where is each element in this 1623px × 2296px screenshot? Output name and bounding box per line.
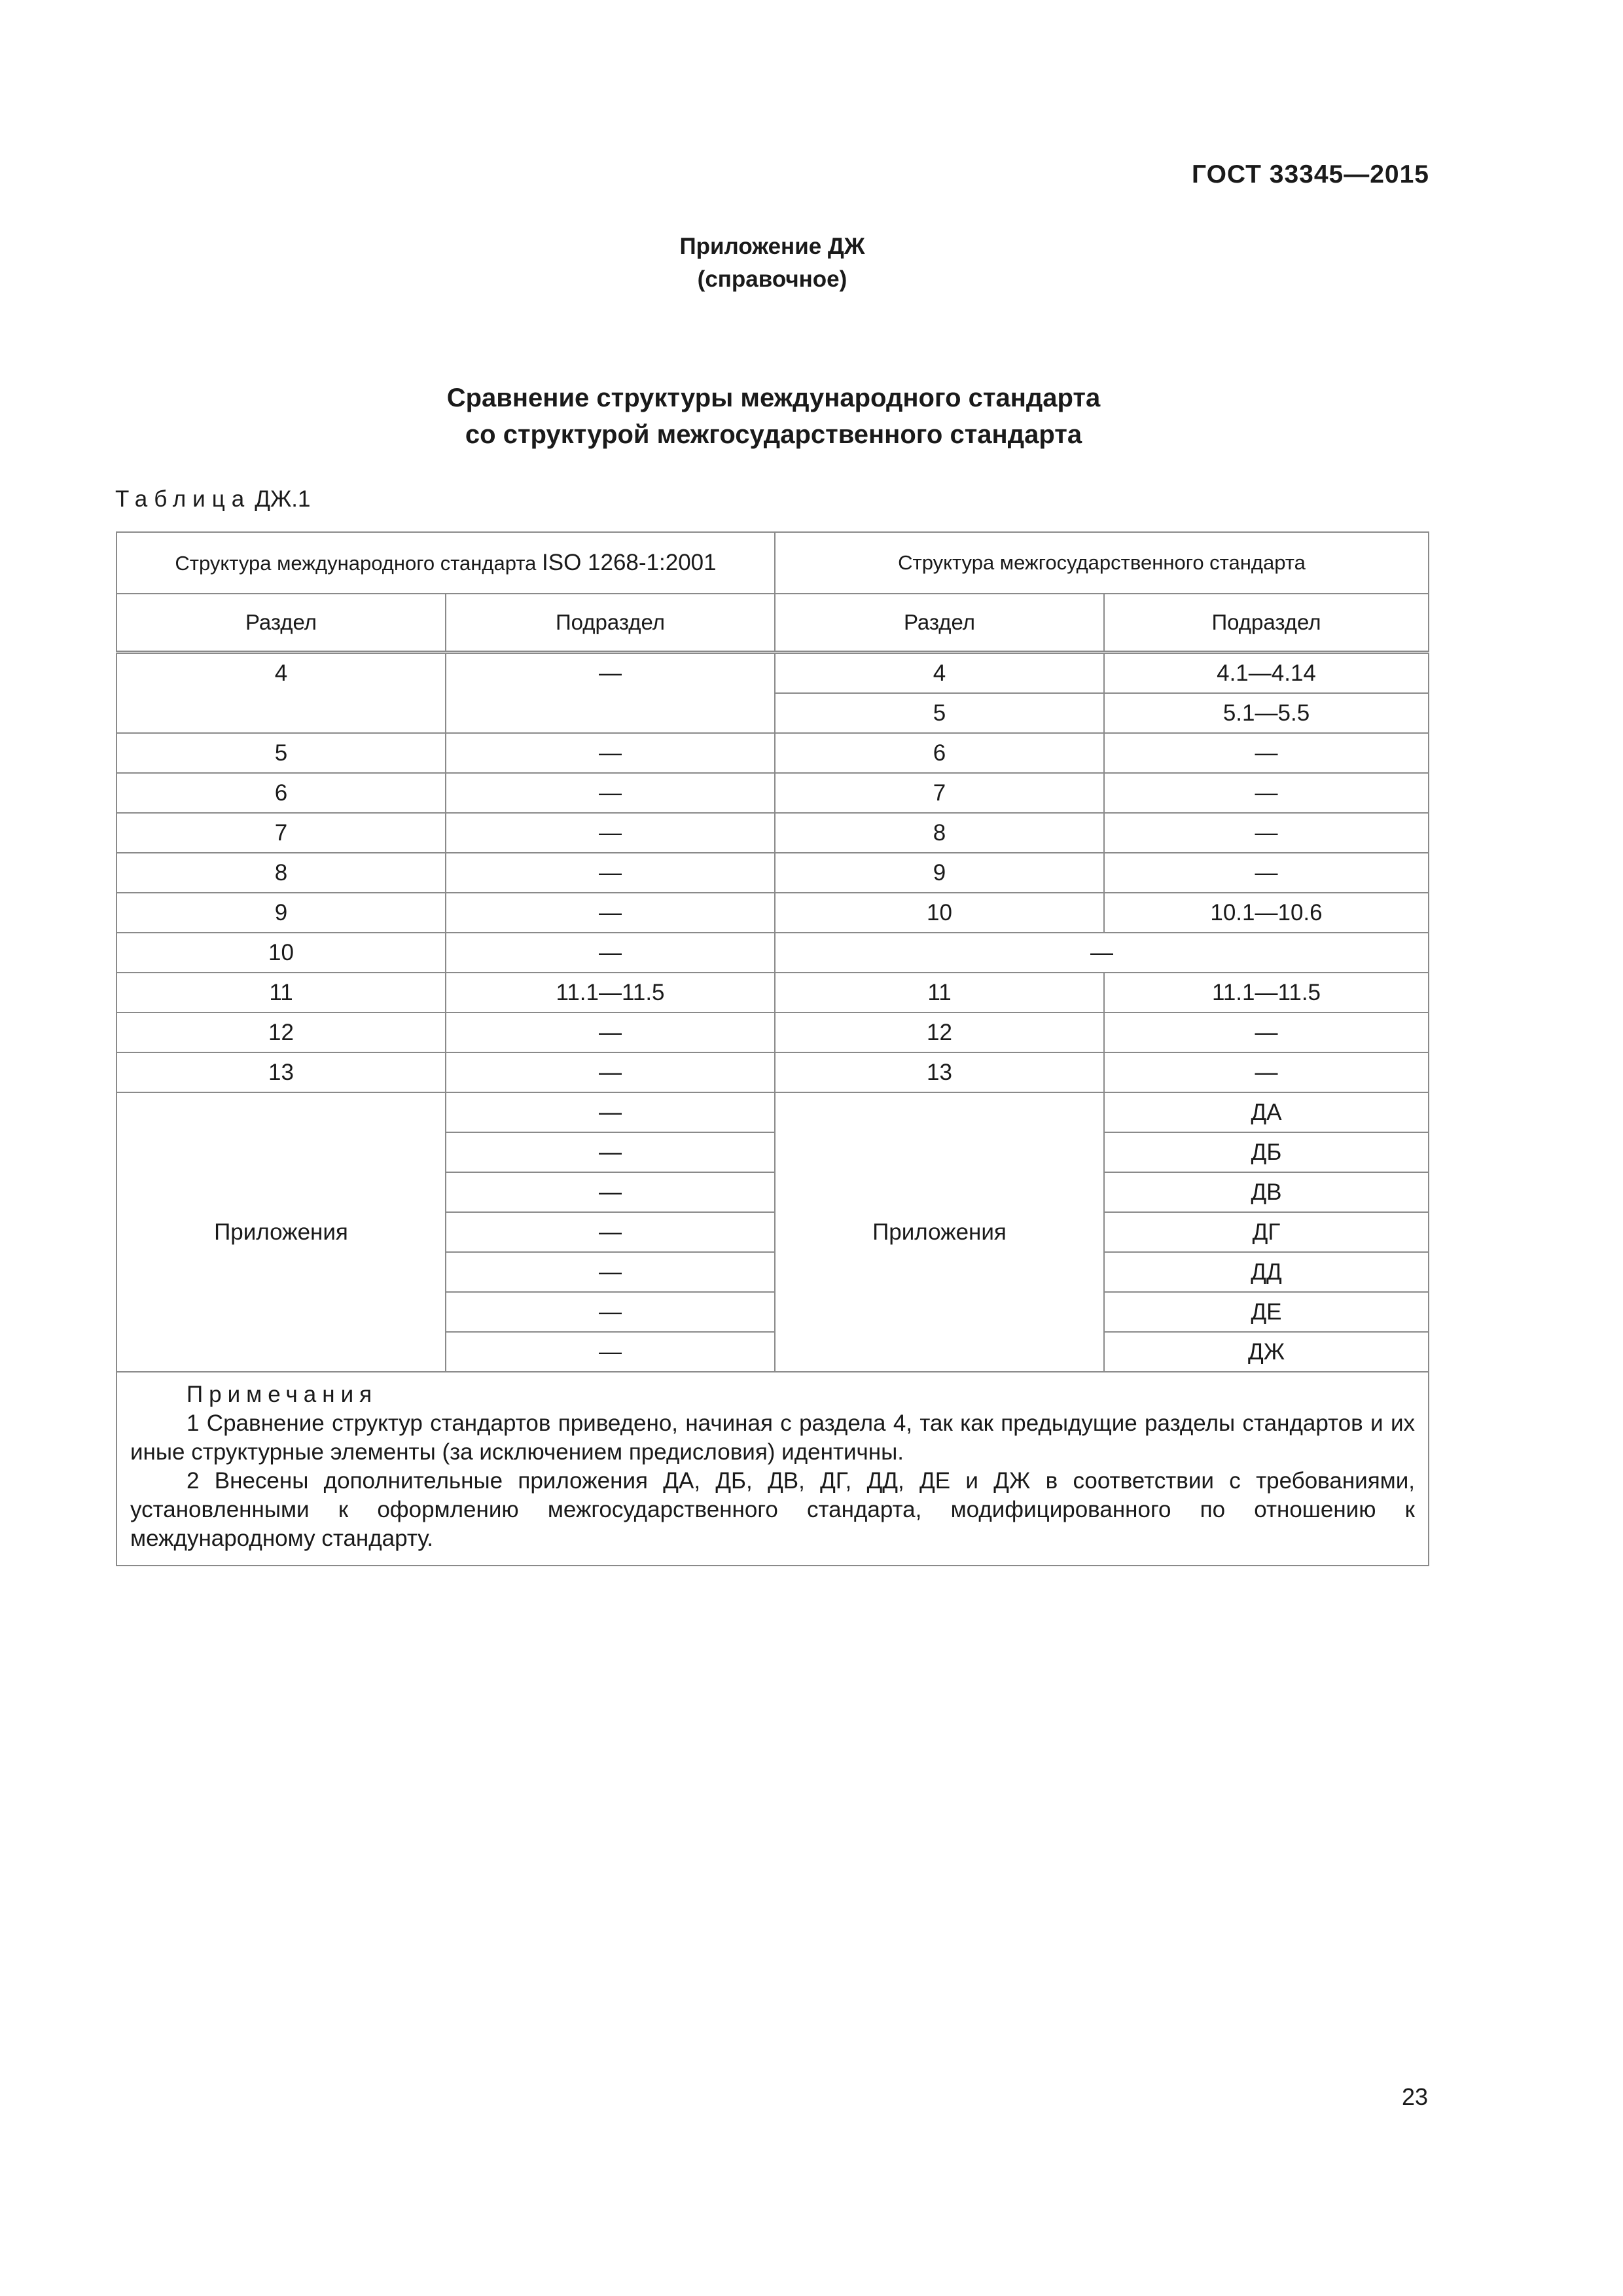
heading-line-2: со структурой межгосударственного стандарта [465,420,1082,449]
header-interstate: Структура межгосударственного стандарта [775,532,1429,594]
cell: ДЕ [1104,1292,1429,1332]
cell: — [446,1252,775,1292]
cell: 13 [775,1052,1104,1092]
note-2: 2 Внесены дополнительные приложения ДА, ДБ, ДВ, ДГ, ДД, ДЕ и ДЖ в соответствии с требованиями, установленными к оформлению межгосударственного стандарта, модифицированного по отношению к международному стандарту. [130,1468,1415,1551]
comparison-table [116,531,1429,1566]
cell: 9 [116,893,446,933]
cell: 9 [775,853,1104,893]
notes-title: Примечания [187,1382,378,1407]
table-label-word: Таблица [115,486,251,512]
cell: 4.1—4.14 [1104,653,1429,694]
cell: — [446,853,775,893]
table-subheader-row [116,594,1429,653]
page-number: 23 [1401,2083,1428,2110]
col-section-intl: Раздел [116,594,446,653]
annex-header [0,230,1544,296]
notes-row [116,1372,1429,1566]
cell: — [1104,1013,1429,1052]
cell: 11.1—11.5 [1104,973,1429,1013]
cell: 5 [116,733,446,773]
cell: 7 [775,773,1104,813]
cell: ДБ [1104,1132,1429,1172]
cell: 11 [775,973,1104,1013]
table-label [115,486,310,512]
table-notes [116,1372,1429,1566]
cell: — [1104,853,1429,893]
cell: 11.1—11.5 [446,973,775,1013]
annex-row [116,1092,1429,1132]
cell: ДГ [1104,1212,1429,1252]
cell: — [775,933,1429,973]
header-international: Структура международного стандарта ISO 1268-1:2001 [116,532,775,594]
table-row [116,653,1429,694]
cell: — [446,1092,775,1132]
cell: — [446,773,775,813]
cell: 6 [775,733,1104,773]
table-row [116,813,1429,853]
col-subsection-interstate: Подраздел [1104,594,1429,653]
cell: 6 [116,773,446,813]
cell: ДЖ [1104,1332,1429,1372]
col-subsection-intl: Подраздел [446,594,775,653]
annex-label-intl: Приложения [116,1092,446,1372]
table-label-number: ДЖ.1 [255,486,311,512]
cell: 7 [116,813,446,853]
cell: — [446,933,775,973]
cell: 4 [116,653,446,734]
document-code: ГОСТ 33345—2015 [1192,160,1429,188]
header-iso-number: ISO 1268-1:2001 [542,550,717,575]
cell: 4 [775,653,1104,694]
cell: 5.1—5.5 [1104,693,1429,733]
cell: — [446,813,775,853]
table-row [116,1052,1429,1092]
table-row [116,1013,1429,1052]
cell: 12 [116,1013,446,1052]
cell: — [446,1292,775,1332]
cell: ДД [1104,1252,1429,1292]
cell: — [1104,813,1429,853]
cell: — [446,653,775,734]
table-row [116,853,1429,893]
cell: 10 [116,933,446,973]
cell: 11 [116,973,446,1013]
table-row [116,893,1429,933]
annex-title: Приложение ДЖ [679,234,865,259]
page-heading [0,380,1547,453]
table-row [116,973,1429,1013]
table-header-row [116,532,1429,594]
table-row [116,733,1429,773]
cell: — [1104,773,1429,813]
cell: — [446,1332,775,1372]
cell: 10.1—10.6 [1104,893,1429,933]
cell: 12 [775,1013,1104,1052]
note-1: 1 Сравнение структур стандартов приведено, начиная с раздела 4, так как предыдущие разделы стандартов и их иные структурные элементы (за исключением предисловия) идентичны. [130,1410,1415,1465]
cell: — [446,893,775,933]
cell: — [446,1013,775,1052]
cell: — [1104,1052,1429,1092]
cell: — [446,1212,775,1252]
cell: — [446,1052,775,1092]
cell: 8 [775,813,1104,853]
cell: — [446,1172,775,1212]
cell: — [446,1132,775,1172]
cell: 8 [116,853,446,893]
cell: 5 [775,693,1104,733]
cell: 13 [116,1052,446,1092]
table-row [116,933,1429,973]
col-section-interstate: Раздел [775,594,1104,653]
cell: ДВ [1104,1172,1429,1212]
cell: — [1104,733,1429,773]
cell: ДА [1104,1092,1429,1132]
cell: — [446,733,775,773]
cell: 10 [775,893,1104,933]
table-row [116,773,1429,813]
annex-label-interstate: Приложения [775,1092,1104,1372]
heading-line-1: Сравнение структуры международного стандарта [446,384,1101,412]
annex-type: (справочное) [697,266,847,292]
